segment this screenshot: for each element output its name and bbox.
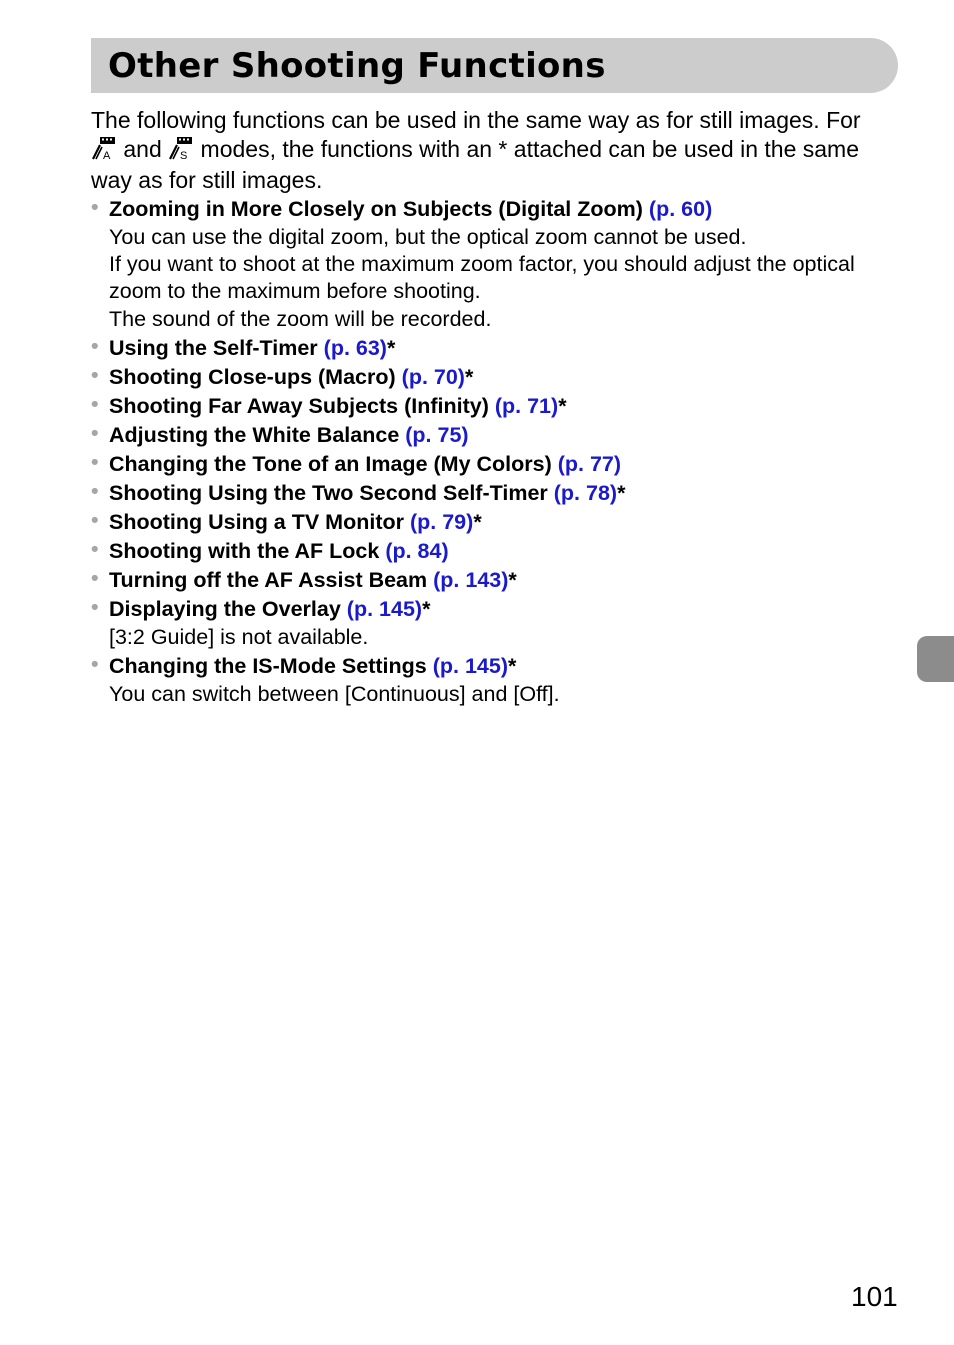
bullet-icon: • xyxy=(91,420,99,445)
movie-compatible-asterisk: * xyxy=(508,567,517,592)
page-reference-link[interactable]: (p. 60) xyxy=(648,197,713,221)
intro-paragraph xyxy=(91,106,901,195)
bullet-icon: • xyxy=(91,536,99,561)
function-title: Changing the IS-Mode Settings xyxy=(109,654,427,679)
page-reference-link[interactable]: (p. 63) xyxy=(323,335,387,360)
function-title-line xyxy=(109,652,906,681)
page-reference-link[interactable]: (p. 143) xyxy=(433,567,509,592)
movie-standard-mode-icon xyxy=(91,136,117,167)
page-reference-link[interactable]: (p. 78) xyxy=(553,480,618,505)
function-list xyxy=(91,195,906,709)
function-title: Shooting Far Away Subjects (Infinity) xyxy=(109,393,489,418)
function-description: You can switch between [Continuous] and [Off]. xyxy=(109,682,560,707)
intro-text-part1: The following functions can be used in the same way as for still images. For xyxy=(91,107,861,133)
movie-compact-mode-icon xyxy=(168,136,194,167)
movie-compatible-asterisk: * xyxy=(473,509,482,534)
function-description: If you want to shoot at the maximum zoom factor, you should adjust the optical zoom to the maximum before shooting. xyxy=(109,252,855,304)
bullet-icon: • xyxy=(91,652,99,677)
page-reference-link[interactable]: (p. 71) xyxy=(494,393,559,418)
chapter-tab xyxy=(917,636,954,682)
page-reference-link[interactable]: (p. 145) xyxy=(346,596,423,621)
bullet-icon: • xyxy=(91,195,99,219)
function-title: Adjusting the White Balance xyxy=(109,422,400,447)
movie-compatible-asterisk: * xyxy=(617,480,626,505)
function-description: [3:2 Guide] is not available. xyxy=(109,624,369,649)
page-number: 101 xyxy=(851,1281,898,1312)
function-title: Zooming in More Closely on Subjects (Digital Zoom) xyxy=(109,197,643,221)
function-title-line xyxy=(109,450,906,479)
page-reference-link[interactable]: (p. 70) xyxy=(401,364,465,389)
function-title-line xyxy=(109,334,906,363)
function-item xyxy=(91,421,906,450)
movie-compatible-asterisk: * xyxy=(422,596,431,621)
function-item xyxy=(91,363,906,392)
heading-bar xyxy=(91,38,898,93)
function-title-line xyxy=(109,537,906,566)
function-item xyxy=(91,195,906,333)
function-item xyxy=(91,566,906,595)
page-reference-link[interactable]: (p. 84) xyxy=(385,538,449,563)
page-reference-link[interactable]: (p. 77) xyxy=(557,451,622,476)
function-item xyxy=(91,595,906,651)
function-title-line xyxy=(109,363,906,392)
function-item xyxy=(91,392,906,421)
function-title: Shooting with the AF Lock xyxy=(109,538,380,563)
function-title: Shooting Using the Two Second Self-Timer xyxy=(109,480,548,505)
function-item xyxy=(91,334,906,363)
function-title-line xyxy=(109,392,906,421)
function-title: Shooting Using a TV Monitor xyxy=(109,509,404,534)
page-reference-link[interactable]: (p. 145) xyxy=(432,654,508,679)
page-reference-link[interactable]: (p. 79) xyxy=(409,509,474,534)
function-description: The sound of the zoom will be recorded. xyxy=(109,306,492,331)
bullet-icon: • xyxy=(91,594,99,619)
function-title-line xyxy=(109,421,906,450)
function-title-line xyxy=(109,479,906,508)
function-description: You can use the digital zoom, but the optical zoom cannot be used. xyxy=(109,225,747,249)
movie-compatible-asterisk: * xyxy=(507,654,517,679)
function-item xyxy=(91,508,906,537)
function-item xyxy=(91,450,906,479)
function-title: Changing the Tone of an Image (My Colors) xyxy=(109,451,552,476)
bullet-icon: • xyxy=(91,449,99,474)
bullet-icon: • xyxy=(91,333,99,358)
function-title: Displaying the Overlay xyxy=(109,596,341,621)
function-item xyxy=(91,479,906,508)
movie-compatible-asterisk: * xyxy=(386,335,396,360)
svg-text:S: S xyxy=(180,149,188,160)
bullet-icon: • xyxy=(91,478,99,503)
function-title: Using the Self-Timer xyxy=(109,335,318,360)
function-item xyxy=(91,652,906,708)
bullet-icon: • xyxy=(91,565,99,590)
bullet-icon: • xyxy=(91,507,99,532)
function-title-line xyxy=(109,566,906,595)
movie-compatible-asterisk: * xyxy=(464,364,474,389)
function-title: Turning off the AF Assist Beam xyxy=(109,567,428,592)
svg-text:A: A xyxy=(103,149,111,160)
function-title: Shooting Close-ups (Macro) xyxy=(109,364,396,389)
page-title: Other Shooting Functions xyxy=(108,46,606,86)
page-reference-link[interactable]: (p. 75) xyxy=(405,422,469,447)
function-title-line xyxy=(109,195,906,224)
function-title-line xyxy=(109,508,906,537)
function-title-line xyxy=(109,595,906,624)
bullet-icon: • xyxy=(91,391,99,416)
intro-and: and xyxy=(123,135,162,162)
function-item xyxy=(91,537,906,566)
movie-compatible-asterisk: * xyxy=(558,393,567,418)
intro-text-part2: modes, the functions with an * attached can be used in the same way as for still images. xyxy=(91,135,860,193)
bullet-icon: • xyxy=(91,362,99,387)
